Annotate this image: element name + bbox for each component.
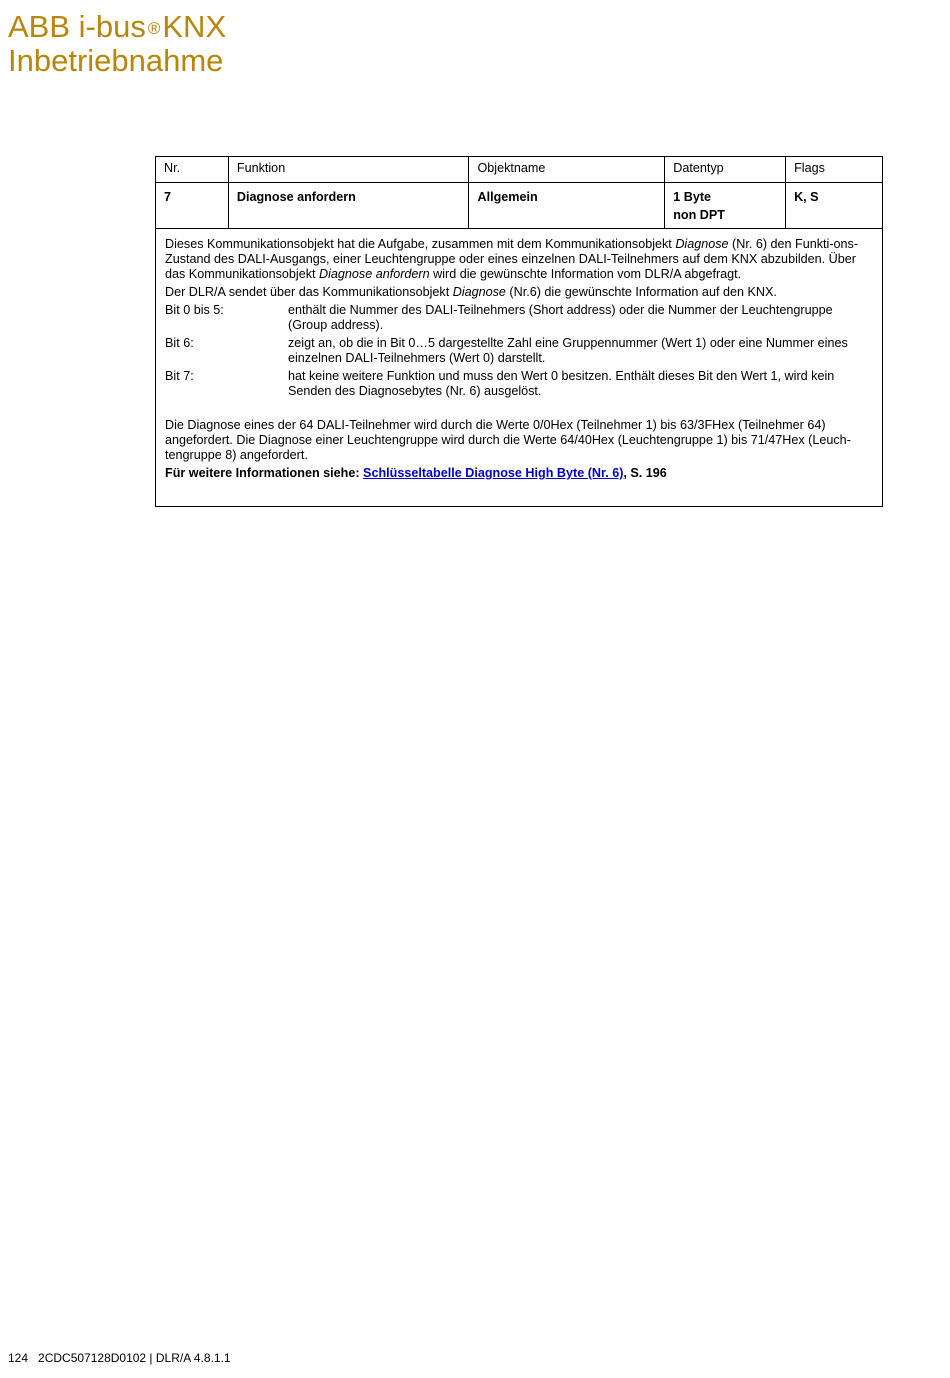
- desc-text: Der DLR/A sendet über das Kommunikationsobjekt: [165, 285, 453, 299]
- bit-text: enthält die Nummer des DALI-Teilnehmers (Short address) oder die Nummer der Leuchtengruppe (Group address).: [288, 303, 833, 332]
- description-paragraph-2: [165, 285, 873, 300]
- bit-row: [165, 336, 873, 366]
- header-title: [8, 10, 226, 44]
- cell-funktion: Diagnose anfordern: [228, 183, 469, 229]
- cell-nr: 7: [156, 183, 229, 229]
- datentyp-line2: non DPT: [673, 208, 725, 222]
- desc-em-object: Diagnose: [452, 285, 506, 299]
- table-row: [156, 183, 883, 229]
- header-nr: Nr.: [156, 157, 229, 183]
- bit-label: Bit 0 bis 5:: [165, 303, 224, 317]
- desc-em-object: Diagnose: [675, 237, 729, 251]
- datentyp-line1: 1 Byte: [673, 190, 712, 204]
- header-flags: Flags: [786, 157, 883, 183]
- header-funktion: Funktion: [228, 157, 469, 183]
- description-row: [156, 229, 883, 507]
- document-header: [8, 10, 226, 78]
- bit-row: [165, 369, 873, 399]
- desc-text: wird die gewünschte Information vom DLR/A abgefragt.: [429, 267, 742, 281]
- description-paragraph-3: Die Diagnose eines der 64 DALI-Teilnehmer wird durch die Werte 0/0Hex (Teilnehmer 1) bis 63/3FHex (Teilnehmer 64) angefordert. Die Diagnose einer Leuchtengruppe wird durch die Werte 64/40Hex (Leuchtengruppe 1) bis 71/47Hex (Leuch-tengruppe 8) angefordert.: [165, 418, 851, 462]
- header-brand: ABB i-bus: [8, 9, 146, 44]
- communication-object-table: [155, 156, 883, 507]
- spacer: [165, 402, 873, 418]
- header-subtitle: Inbetriebnahme: [8, 43, 224, 78]
- bit-text: zeigt an, ob die in Bit 0…5 dargestellte Zahl eine Gruppennummer (Wert 1) oder eine Nummer eines einzelnen DALI-Teilnehmers (Wert 0) darstellt.: [288, 336, 848, 365]
- bit-text: hat keine weitere Funktion und muss den Wert 0 besitzen. Enthält dieses Bit den Wert 1, wird kein Senden des Diagnosebytes (Nr. 6) ausgelöst.: [288, 369, 835, 398]
- registered-mark: ®: [147, 19, 161, 38]
- desc-em-object: Diagnose anfordern: [319, 267, 430, 281]
- desc-text: (Nr. 6) den Funkti-ons-Zustand des DALI-Ausgangs, einer Leuchtengruppe oder eines einzelnen DALI-Teilnehmers auf dem KNX abzubilden. Über das Kommunikationsobjekt: [165, 237, 859, 281]
- bit-row: [165, 303, 873, 333]
- header-objektname: Objektname: [469, 157, 665, 183]
- description-paragraph-1: [165, 237, 873, 282]
- page-footer: 124 2CDC507128D0102 | DLR/A 4.8.1.1: [8, 1351, 231, 1365]
- more-info-suffix: , S. 196: [623, 466, 667, 480]
- more-info: [165, 466, 873, 481]
- cell-flags: K, S: [786, 183, 883, 229]
- bit-label: Bit 7:: [165, 369, 194, 383]
- cell-objektname: Allgemein: [469, 183, 665, 229]
- description-cell: [156, 229, 883, 507]
- header-datentyp: Datentyp: [665, 157, 786, 183]
- key-table-link[interactable]: Schlüsseltabelle Diagnose High Byte (Nr. 6): [363, 466, 624, 480]
- desc-text: Dieses Kommunikationsobjekt hat die Aufgabe, zusammen mit dem Kommunikationsobjekt: [165, 237, 676, 251]
- desc-text: (Nr.6) die gewünschte Information auf den KNX.: [505, 285, 777, 299]
- header-knx: KNX: [162, 9, 227, 44]
- more-info-prefix: Für weitere Informationen siehe:: [165, 466, 364, 480]
- table-header-row: [156, 157, 883, 183]
- bit-label: Bit 6:: [165, 336, 194, 350]
- cell-datentyp: [665, 183, 786, 229]
